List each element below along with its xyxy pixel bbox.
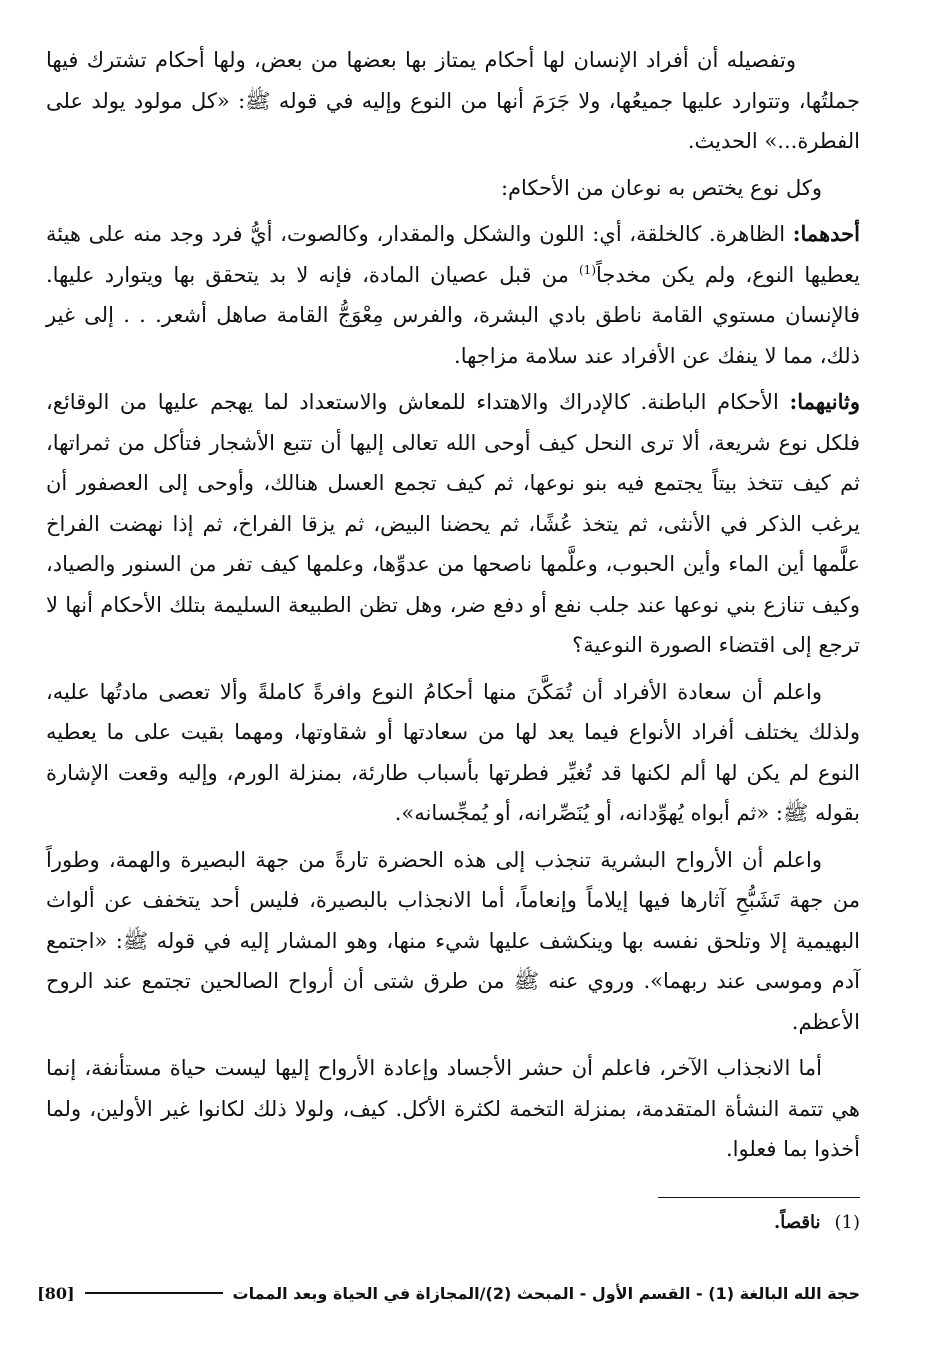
- paragraph-second-type: [46, 382, 860, 666]
- paragraph-text: واعلم أن الأرواح البشرية تنجذب إلى هذه الحضرة تارةً من جهة البصيرة والهمة، وطوراً من جهة تَشَبُّحِ آثارها فيها إيلاماً وإنعاماً، أما الانجذاب بالبصيرة، فليس أحد يتخفف عن ألواث البهيمية إلا وتلحق نفسه بها وينكشف عليها شيء منها، وهو المشار إليه في قوله ﷺ: «اجتمع آدم وموسى عند ربهما». وروي عنه ﷺ من طرق شتى أن أرواح الصالحين تجتمع عند الروح الأعظم.: [46, 847, 860, 1034]
- footnote-text: ناقصاً.: [774, 1212, 821, 1233]
- paragraph-lead: وثانيهما:: [789, 389, 860, 414]
- paragraph-text: الأحكام الباطنة. كالإدراك والاهتداء للمعاش والاستعداد لما يهجم عليها من الوقائع، فلكل نوع شريعة، ألا ترى النحل كيف أوحى الله تعالى إليها أن تتبع الأشجار فتأكل من ثمراتها، ثم كيف تتخذ بيتاً يجتمع فيه بنو نوعها، ثم كيف تجمع العسل هنالك، وأوحى إلى العصفور أن يرغب الذكر في الأنثى، ثم يتخذ عُشًا، ثم يحضنا البيض، ثم يزقا الفراخ، ثم إذا نهضت الفراخ علَّمها أين الماء وأين الحبوب، وعلَّمها ناصحها من عدوِّها، وعلمها كيف تفر من السنور والصياد، وكيف تنازع بني نوعها عند جلب نفع أو دفع ضر، وهل تظن الطبيعة السليمة بتلك الأحكام أنها لا ترجع إلى اقتضاء الصورة النوعية؟: [46, 390, 860, 657]
- paragraph-resurrection: [46, 1048, 860, 1170]
- paragraph-text: أما الانجذاب الآخر، فاعلم أن حشر الأجساد وإعادة الأرواح إليها ليست حياة مستأنفة، إنما هي تتمة النشأة المتقدمة، بمنزلة التخمة لكثرة الأكل. كيف، ولولا ذلك لكانوا غير الأولين، ولما أخذوا بما فعلوا.: [46, 1056, 860, 1161]
- document-page: [37, 40, 861, 1340]
- paragraph-text: وكل نوع يختص به نوعان من الأحكام:: [500, 175, 822, 200]
- paragraph-first-type: [46, 214, 860, 376]
- footnote-reference[interactable]: (1): [578, 262, 596, 277]
- footnote: [460, 1212, 860, 1233]
- footnote-number: (1): [834, 1212, 860, 1233]
- footer-title: حجة الله البالغة (1) - القسم الأول - المبحث (2)/المجازاة في الحياة وبعد الممات: [232, 1283, 860, 1303]
- paragraph-two-types: [46, 168, 860, 209]
- paragraph-text: وتفصيله أن أفراد الإنسان لها أحكام يمتاز بها بعضها من بعض، ولها أحكام تشترك فيها جملتُها، وتتوارد عليها جميعُها، ولا جَرَمَ أنها من النوع وإليه في قوله ﷺ: «كل مولود يولد على الفطرة...» الحديث.: [46, 48, 860, 153]
- paragraph-happiness: [46, 672, 860, 834]
- paragraph-text: الظاهرة. كالخلقة، أي: اللون والشكل والمقدار، وكالصوت، أيُّ فرد وجد منه على هيئة يعطيها النوع، ولم يكن مخدجاً: [46, 222, 861, 287]
- running-footer: [37, 1278, 860, 1308]
- body-text: [46, 40, 860, 1170]
- paragraph-lead: أحدهما:: [792, 221, 860, 246]
- page-number: [80]: [37, 1283, 75, 1303]
- paragraph-intro: [46, 40, 860, 162]
- paragraph-text: من قبل عصيان المادة، فإنه لا بد يتحقق بها ويتوارد عليها. فالإنسان مستوي القامة ناطق بادي البشرة، والفرس مِعْوَجُّ القامة صاهل أشعر. . . إلى غير ذلك، مما لا ينفك عن الأفراد عند سلامة مزاجها.: [46, 262, 860, 368]
- paragraph-souls: [46, 840, 860, 1043]
- paragraph-text: واعلم أن سعادة الأفراد أن تُمَكَّنَ منها أحكامُ النوع وافرةً كاملةً وألا تعصى مادتُها عليه، ولذلك يختلف أفراد الأنواع فيما يعد لها من سعادتها أو شقاوتها، ومهما بقيت على ما يعطيه النوع لم يكن لها ألم لكنها قد تُغيِّر فطرتها بأسباب طارئة، بمنزلة الورم، وإليه وقعت الإشارة بقوله ﷺ: «ثم أبواه يُهوِّدانه، أو يُنَصِّرانه، أو يُمجِّسانه».: [46, 679, 860, 825]
- footer-divider: [85, 1292, 223, 1294]
- footnote-divider: [658, 1197, 860, 1198]
